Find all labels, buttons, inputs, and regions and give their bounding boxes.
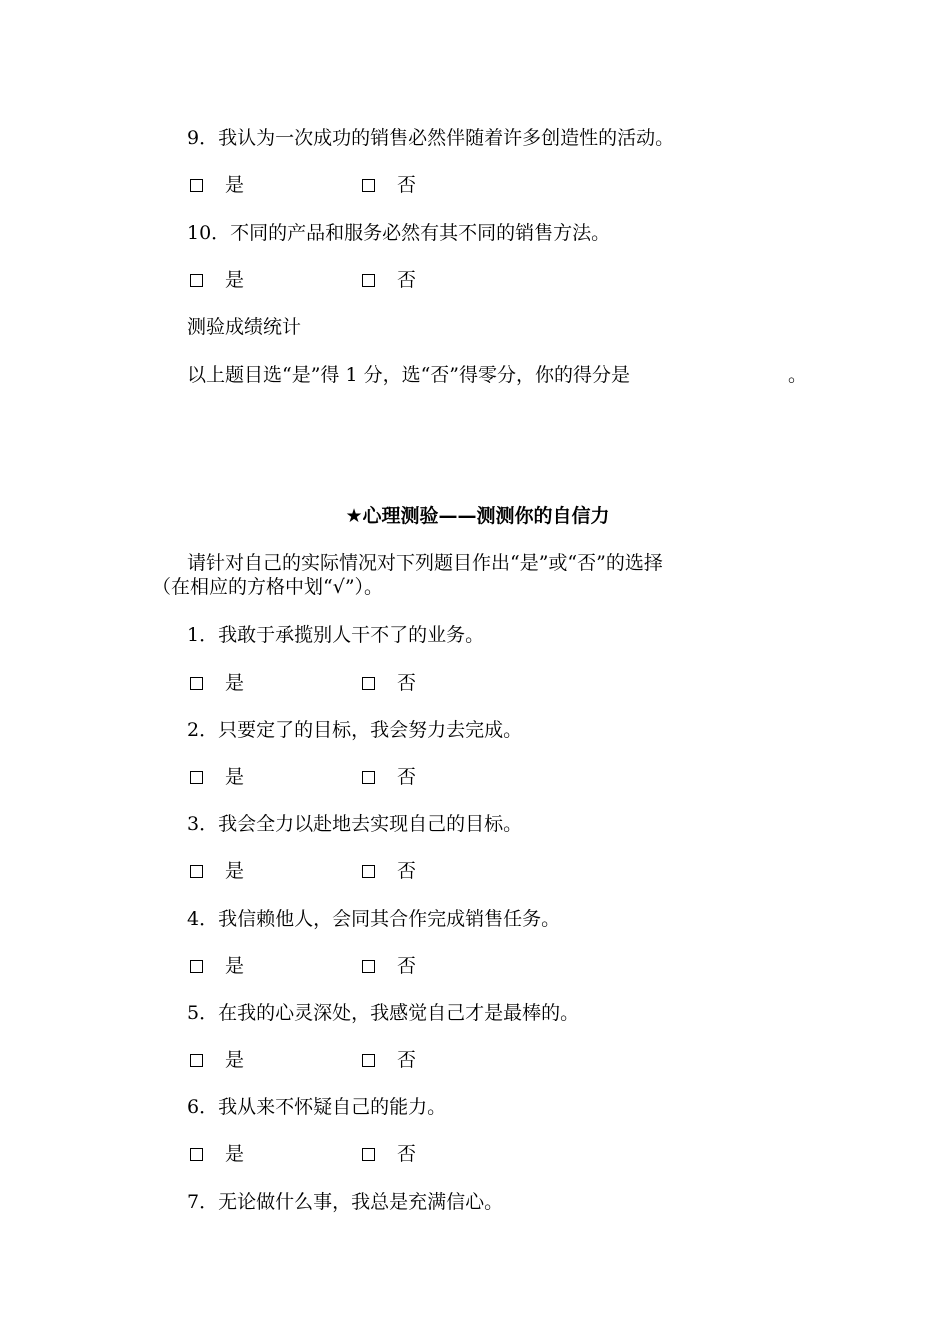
q5-yes-checkbox[interactable] bbox=[190, 1054, 203, 1067]
yes-label: 是 bbox=[225, 672, 245, 694]
q10-no-option[interactable] bbox=[362, 269, 416, 291]
question-4: 4．我信赖他人，会同其合作完成销售任务。 bbox=[187, 908, 561, 930]
q5-no-option[interactable] bbox=[362, 1049, 416, 1071]
q9-no-checkbox[interactable] bbox=[362, 179, 375, 192]
no-label: 否 bbox=[397, 174, 417, 196]
q4-yes-checkbox[interactable] bbox=[190, 960, 203, 973]
stats-heading: 测验成绩统计 bbox=[187, 316, 302, 338]
yes-label: 是 bbox=[225, 269, 245, 291]
question-6: 6．我从来不怀疑自己的能力。 bbox=[187, 1096, 447, 1118]
q10-yes-checkbox[interactable] bbox=[190, 274, 203, 287]
no-label: 否 bbox=[397, 1049, 417, 1071]
q6-no-option[interactable] bbox=[362, 1143, 416, 1165]
q3-yes-checkbox[interactable] bbox=[190, 865, 203, 878]
q9-yes-checkbox[interactable] bbox=[190, 179, 203, 192]
no-label: 否 bbox=[397, 269, 417, 291]
no-label: 否 bbox=[397, 1143, 417, 1165]
q1-no-option[interactable] bbox=[362, 672, 416, 694]
question-7: 7．无论做什么事，我总是充满信心。 bbox=[187, 1191, 504, 1213]
q3-no-option[interactable] bbox=[362, 860, 416, 882]
score-line-end: 。 bbox=[788, 364, 808, 386]
q6-yes-option[interactable] bbox=[190, 1143, 244, 1165]
no-label: 否 bbox=[397, 672, 417, 694]
question-3: 3．我会全力以赴地去实现自己的目标。 bbox=[187, 813, 523, 835]
question-1: 1．我敢于承揽别人干不了的业务。 bbox=[187, 624, 485, 646]
yes-label: 是 bbox=[225, 1143, 245, 1165]
q1-no-checkbox[interactable] bbox=[362, 677, 375, 690]
score-line: 以上题目选“是”得 1 分，选“否”得零分，你的得分是 bbox=[187, 364, 631, 386]
yes-label: 是 bbox=[225, 174, 245, 196]
q2-no-option[interactable] bbox=[362, 766, 416, 788]
q9-yes-option[interactable] bbox=[190, 174, 244, 196]
q3-no-checkbox[interactable] bbox=[362, 865, 375, 878]
q10-no-checkbox[interactable] bbox=[362, 274, 375, 287]
question-10: 10．不同的产品和服务必然有其不同的销售方法。 bbox=[187, 222, 611, 244]
q4-yes-option[interactable] bbox=[190, 955, 244, 977]
q2-yes-option[interactable] bbox=[190, 766, 244, 788]
q10-yes-option[interactable] bbox=[190, 269, 244, 291]
question-2: 2．只要定了的目标，我会努力去完成。 bbox=[187, 719, 523, 741]
q3-yes-option[interactable] bbox=[190, 860, 244, 882]
q4-no-checkbox[interactable] bbox=[362, 960, 375, 973]
question-5: 5．在我的心灵深处，我感觉自己才是最棒的。 bbox=[187, 1002, 580, 1024]
q5-yes-option[interactable] bbox=[190, 1049, 244, 1071]
q2-no-checkbox[interactable] bbox=[362, 771, 375, 784]
yes-label: 是 bbox=[225, 766, 245, 788]
q2-yes-checkbox[interactable] bbox=[190, 771, 203, 784]
yes-label: 是 bbox=[225, 1049, 245, 1071]
intro-line-1: 请针对自己的实际情况对下列题目作出“是”或“否”的选择 bbox=[187, 552, 663, 574]
q4-no-option[interactable] bbox=[362, 955, 416, 977]
q1-yes-checkbox[interactable] bbox=[190, 677, 203, 690]
q9-no-option[interactable] bbox=[362, 174, 416, 196]
no-label: 否 bbox=[397, 766, 417, 788]
q5-no-checkbox[interactable] bbox=[362, 1054, 375, 1067]
question-9: 9．我认为一次成功的销售必然伴随着许多创造性的活动。 bbox=[187, 127, 675, 149]
intro-line-2: （在相应的方格中划“√”）。 bbox=[152, 576, 384, 598]
no-label: 否 bbox=[397, 860, 417, 882]
yes-label: 是 bbox=[225, 955, 245, 977]
q1-yes-option[interactable] bbox=[190, 672, 244, 694]
no-label: 否 bbox=[397, 955, 417, 977]
yes-label: 是 bbox=[225, 860, 245, 882]
q6-yes-checkbox[interactable] bbox=[190, 1148, 203, 1161]
q6-no-checkbox[interactable] bbox=[362, 1148, 375, 1161]
quiz-title: ★心理测验——测测你的自信力 bbox=[345, 505, 610, 527]
